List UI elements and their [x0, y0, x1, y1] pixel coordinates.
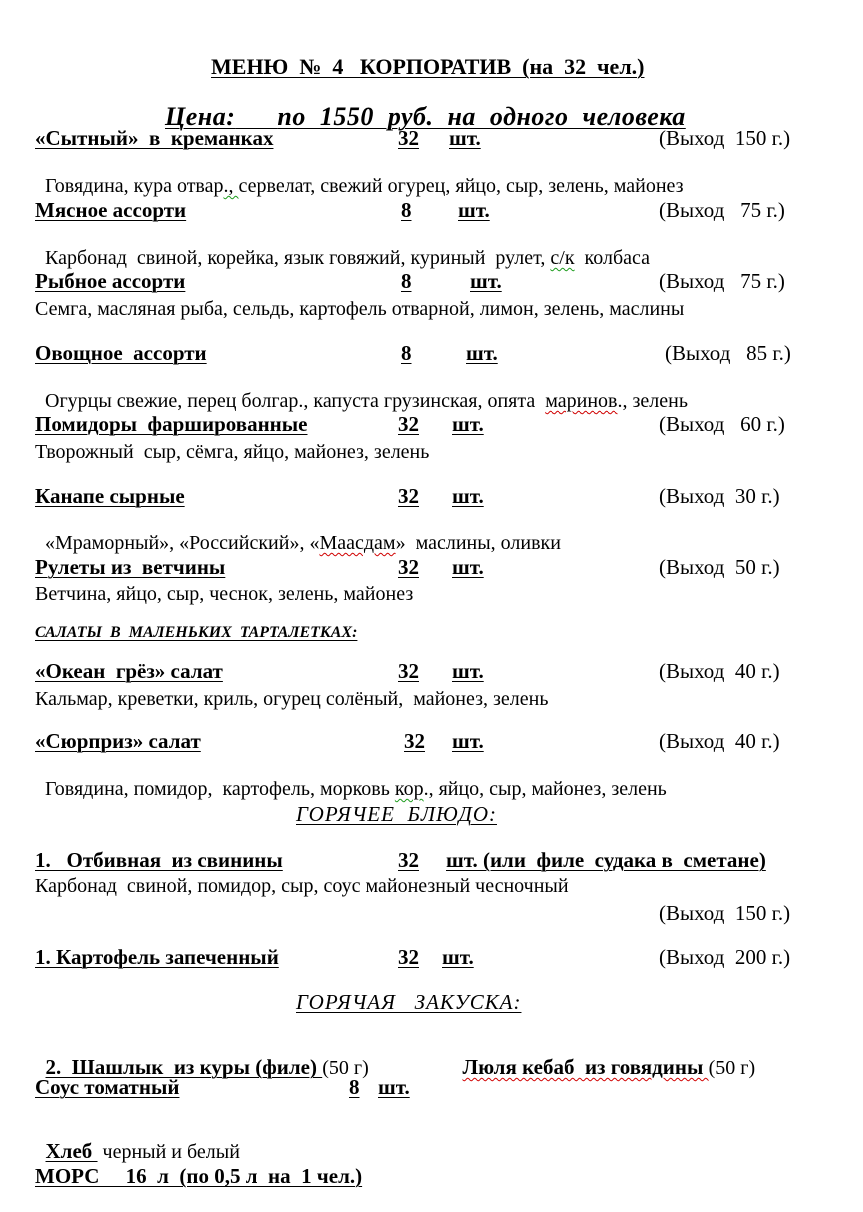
- salad-qty: 32: [398, 659, 419, 683]
- hot-dish-qty: 32: [398, 848, 419, 872]
- item-yield: (Выход 75 г.): [659, 269, 785, 293]
- item-name: Мясное ассорти: [35, 198, 187, 222]
- lyulya-weight: (50 г): [708, 1057, 756, 1079]
- item-name: «Сытный» в креманках: [35, 126, 274, 150]
- shashlik-line: [35, 1036, 369, 1078]
- item-yield: (Выход 30 г.): [659, 484, 780, 508]
- item-description: Творожный сыр, сёмга, яйцо, майонез, зелень: [35, 441, 430, 463]
- salad-yield: (Выход 40 г.): [659, 729, 780, 753]
- lyulya-line: [452, 1036, 755, 1078]
- item-yield: (Выход 60 г.): [659, 412, 785, 436]
- item-name: Овощное ассорти: [35, 341, 207, 365]
- hot-dish-unit: шт.: [442, 945, 474, 969]
- bread-line: [35, 1120, 240, 1162]
- item-description: Говядина, кура отвар., сервелат, свежий огурец, яйцо, сыр, зелень, майонез: [45, 175, 684, 197]
- lyulya-name: Люля кебаб из говядины: [462, 1055, 709, 1079]
- bread-desc: черный и белый: [97, 1141, 240, 1163]
- price-text: по 1550 руб. на одного человека: [277, 102, 686, 131]
- item-qty: 8: [401, 341, 412, 365]
- item-description: «Мраморный», «Российский», «Маасдам» маслины, оливки: [45, 532, 561, 554]
- mors-line: МОРС 16 л (по 0,5 л на 1 чел.): [35, 1164, 363, 1188]
- item-yield: (Выход 50 г.): [659, 555, 780, 579]
- item-yield: (Выход 150 г.): [659, 126, 791, 150]
- item-qty: 32: [398, 484, 419, 508]
- bread-label: Хлеб: [45, 1139, 98, 1163]
- item-unit: шт.: [449, 126, 481, 150]
- item-qty: 8: [401, 198, 412, 222]
- hot-dish-yield: (Выход 200 г.): [659, 945, 791, 969]
- item-description: Огурцы свежие, перец болгар., капуста грузинская, опята маринов., зелень: [45, 390, 688, 412]
- item-unit: шт.: [452, 555, 484, 579]
- item-unit: шт.: [470, 269, 502, 293]
- salad-description: Кальмар, креветки, криль, огурец солёный, майонез, зелень: [35, 688, 549, 710]
- salad-unit: шт.: [452, 729, 484, 753]
- item-name: Помидоры фаршированные: [35, 412, 308, 436]
- item-yield: (Выход 85 г.): [665, 341, 791, 365]
- hot-dish-name: 1. Картофель запеченный: [35, 945, 279, 969]
- shashlik-weight: (50 г): [322, 1057, 369, 1079]
- menu-title-text: МЕНЮ № 4 КОРПОРАТИВ (на 32 чел.): [211, 54, 645, 79]
- salad-yield: (Выход 40 г.): [659, 659, 780, 683]
- item-unit: шт.: [452, 484, 484, 508]
- menu-title: [200, 34, 645, 78]
- item-qty: 32: [398, 126, 419, 150]
- hot-dish-unit: шт. (или филе судака в сметане): [446, 848, 766, 872]
- hot-dish-qty: 32: [398, 945, 419, 969]
- salad-name: «Сюрприз» салат: [35, 729, 201, 753]
- salad-qty: 32: [404, 729, 425, 753]
- price-label: Цена:: [165, 102, 236, 131]
- item-qty: 32: [398, 412, 419, 436]
- salad-description: Говядина, помидор, картофель, морковь кор., яйцо, сыр, майонез, зелень: [45, 778, 667, 800]
- item-qty: 8: [401, 269, 412, 293]
- sauce-name: Соус томатный: [35, 1075, 180, 1099]
- item-description: Карбонад свиной, корейка, язык говяжий, куриный рулет, с/к колбаса: [45, 247, 651, 269]
- item-qty: 32: [398, 555, 419, 579]
- sauce-qty: 8: [349, 1075, 360, 1099]
- item-name: Рыбное ассорти: [35, 269, 186, 293]
- item-yield: (Выход 75 г.): [659, 198, 785, 222]
- item-unit: шт.: [452, 412, 484, 436]
- item-name: Рулеты из ветчины: [35, 555, 226, 579]
- item-description: Ветчина, яйцо, сыр, чеснок, зелень, майонез: [35, 583, 414, 605]
- sauce-unit: шт.: [378, 1075, 410, 1099]
- salad-unit: шт.: [452, 659, 484, 683]
- hot-dish-name: 1. Отбивная из свинины: [35, 848, 283, 872]
- hot-dish-heading: ГОРЯЧЕЕ БЛЮДО:: [296, 802, 497, 826]
- shashlik-name: 2. Шашлык из куры (филе): [45, 1055, 323, 1079]
- item-unit: шт.: [458, 198, 490, 222]
- hot-snack-heading: ГОРЯЧАЯ ЗАКУСКА:: [296, 990, 522, 1014]
- item-unit: шт.: [466, 341, 498, 365]
- hot-dish-description: Карбонад свиной, помидор, сыр, соус майонезный чесночный: [35, 875, 569, 897]
- price-line: [151, 78, 686, 130]
- hot-dish-yield: (Выход 150 г.): [659, 901, 791, 925]
- item-name: Канапе сырные: [35, 484, 185, 508]
- salads-heading: САЛАТЫ В МАЛЕНЬКИХ ТАРТАЛЕТКАХ:: [35, 624, 358, 641]
- item-description: Семга, масляная рыба, сельдь, картофель отварной, лимон, зелень, маслины: [35, 298, 685, 320]
- salad-name: «Океан грёз» салат: [35, 659, 223, 683]
